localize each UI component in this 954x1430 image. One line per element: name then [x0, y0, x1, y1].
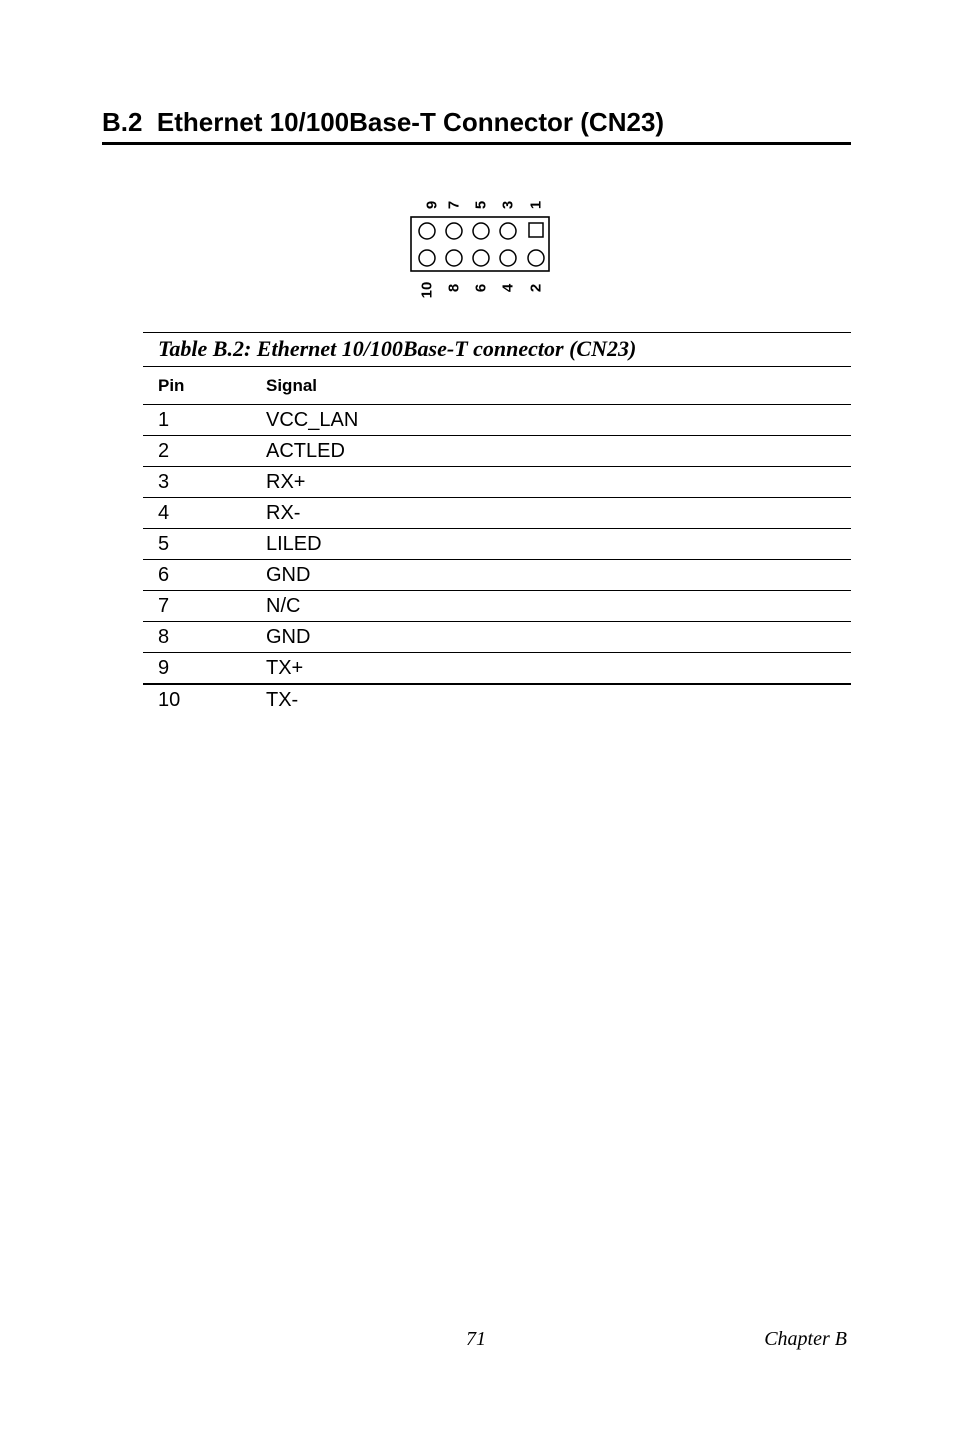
section-title: [102, 104, 851, 145]
cell-pin: 9: [143, 653, 266, 685]
table-header-row: [143, 367, 851, 405]
pin-6: [473, 250, 489, 266]
cell-pin: 6: [143, 560, 266, 591]
table-row: [143, 560, 851, 591]
pin-label-8: 8: [445, 283, 463, 293]
table-row: [143, 653, 851, 685]
cell-pin: 10: [158, 688, 181, 711]
cell-signal: RX+: [266, 467, 851, 498]
pin-label-5: 5: [472, 200, 490, 210]
pin-label-3: 3: [499, 200, 517, 210]
cell-pin: 3: [143, 467, 266, 498]
cell-signal: VCC_LAN: [266, 405, 851, 436]
pin-label-2: 2: [527, 283, 545, 293]
header-signal: Signal: [266, 367, 851, 405]
pin-2: [528, 250, 544, 266]
pin-label-6: 6: [472, 283, 490, 293]
cell-signal: ACTLED: [266, 436, 851, 467]
table-row: [143, 436, 851, 467]
table-row: [143, 405, 851, 436]
chapter-label: Chapter B: [764, 1328, 847, 1350]
pin-8: [446, 250, 462, 266]
table-row: [143, 591, 851, 622]
pin-table-container: [143, 332, 851, 715]
table-row: [143, 498, 851, 529]
cell-pin: 7: [143, 591, 266, 622]
table-caption: Table B.2: Ethernet 10/100Base-T connector (CN23): [143, 332, 851, 367]
pin-7: [446, 223, 462, 239]
cell-signal: TX+: [266, 653, 851, 685]
cell-pin: 4: [143, 498, 266, 529]
section-number: B.2: [102, 107, 143, 137]
connector-svg: [395, 190, 565, 305]
cell-signal: LILED: [266, 529, 851, 560]
cell-signal: RX-: [266, 498, 851, 529]
cell-signal: GND: [266, 560, 851, 591]
connector-diagram: [395, 190, 565, 305]
cell-signal: TX-: [266, 688, 299, 711]
cell-signal: N/C: [266, 591, 851, 622]
pin-4: [500, 250, 516, 266]
pin-label-4: 4: [499, 283, 517, 293]
cell-pin: 2: [143, 436, 266, 467]
table-row: [143, 467, 851, 498]
pin-label-9: 9: [423, 200, 441, 210]
table-row: [143, 529, 851, 560]
page-number: 71: [466, 1328, 486, 1350]
pin-9: [419, 223, 435, 239]
pin-label-1: 1: [527, 200, 545, 210]
cell-signal: GND: [266, 622, 851, 653]
table-row: [143, 622, 851, 653]
pin-label-7: 7: [445, 200, 463, 210]
cell-pin: 8: [143, 622, 266, 653]
cell-pin: 1: [143, 405, 266, 436]
section-heading: Ethernet 10/100Base-T Connector (CN23): [156, 107, 665, 137]
header-pin: Pin: [143, 367, 266, 405]
pin-10: [419, 250, 435, 266]
pin-table: [143, 367, 851, 715]
cell-pin: 5: [143, 529, 266, 560]
pin-5: [473, 223, 489, 239]
pin-3: [500, 223, 516, 239]
table-row: [143, 684, 851, 715]
pin-label-10: 10: [418, 281, 436, 299]
pin-1-square: [529, 223, 543, 237]
